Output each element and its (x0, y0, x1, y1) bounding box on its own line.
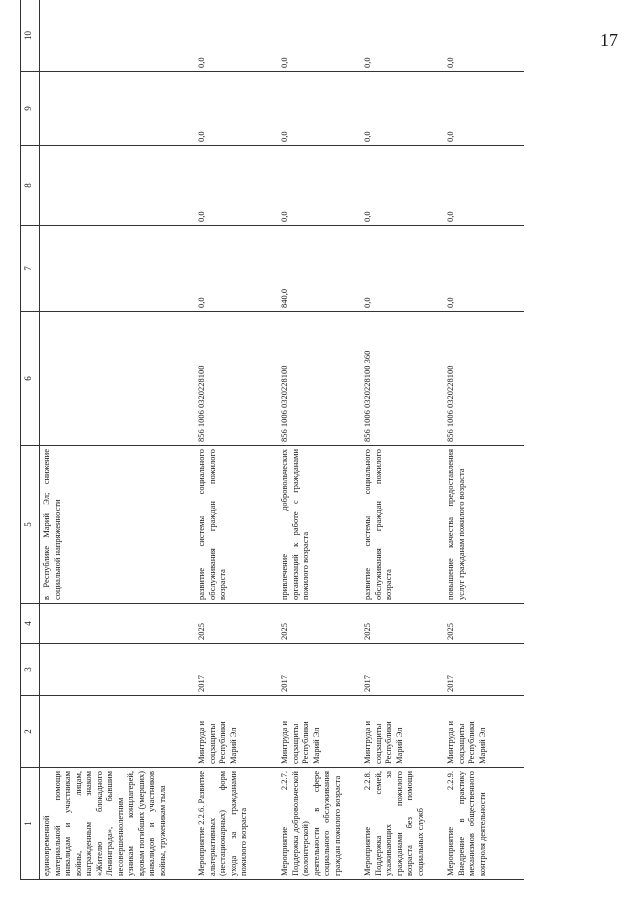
cell-budget-code: 856 1006 0320228100 (275, 312, 358, 446)
cell-value-7: 0,0 (192, 226, 275, 312)
cell-value-9: 0,0 (275, 72, 358, 146)
cell-value-10: 0,0 (358, 0, 441, 72)
header-col-10: 10 (21, 0, 40, 72)
cell-start-year: 2017 (275, 644, 358, 696)
cell-result: развитие системы социального обслуживания граждан пожилого возраста (358, 446, 441, 604)
cell-measure: Мероприятие 2.2.8. Поддержка семей, ухаживающих за гражданами пожилого возраста без помощи социальных служб (358, 768, 441, 880)
cell-value-10 (40, 0, 193, 72)
cell-end-year: 2025 (275, 604, 358, 644)
header-col-5: 5 (21, 446, 40, 604)
rotated-table-container (20, 0, 620, 880)
header-col-9: 9 (21, 72, 40, 146)
cell-executor (40, 696, 193, 768)
table-row (441, 0, 524, 880)
cell-result: привлечение добровольческих организаций к работе с гражданами пожилого возраста (275, 446, 358, 604)
table-row (192, 0, 275, 880)
cell-value-8: 0,0 (358, 146, 441, 226)
header-col-4: 4 (21, 604, 40, 644)
cell-result: в Республике Марий Эл; снижение социальной напряженности (40, 446, 193, 604)
cell-end-year: 2025 (358, 604, 441, 644)
cell-value-10: 0,0 (192, 0, 275, 72)
cell-executor: Минтруда и соцзащиты Республики Марий Эл (441, 696, 524, 768)
cell-budget-code: 856 1006 0320228100 (441, 312, 524, 446)
cell-measure: единовременной материальной помощи инвалидам и участникам войны, лицам, награжденным знаком «Жителю блокадного Ленинграда», бывшим несовершеннолетним узникам концлагерей, вдовам погибших (умерших) инвалидов и участников войны, труженикам тыла (40, 768, 193, 880)
cell-measure: Мероприятие 2.2.7. Поддержка добровольческой (волонтерской) деятельности в сфере социального обслуживания граждан пожилого возраста (275, 768, 358, 880)
cell-value-7: 0,0 (441, 226, 524, 312)
header-col-2: 2 (21, 696, 40, 768)
cell-start-year: 2017 (441, 644, 524, 696)
header-col-3: 3 (21, 644, 40, 696)
cell-value-8: 0,0 (275, 146, 358, 226)
cell-measure: Мероприятие 2.2.9. Внедрение в практику механизмов общественного контроля деятельности (441, 768, 524, 880)
cell-value-8: 0,0 (441, 146, 524, 226)
cell-budget-code: 856 1006 0320228100 (192, 312, 275, 446)
cell-measure: Мероприятие 2.2.6. Развитие альтернативных (нестационарных) форм ухода за гражданами пожилого возраста (192, 768, 275, 880)
program-table (20, 0, 524, 880)
cell-end-year: 2025 (192, 604, 275, 644)
cell-value-7: 0,0 (358, 226, 441, 312)
cell-budget-code: 856 1006 0320228100 360 (358, 312, 441, 446)
cell-start-year: 2017 (358, 644, 441, 696)
cell-result: развитие системы социального обслуживания граждан пожилого возраста (192, 446, 275, 604)
table-row (40, 0, 193, 880)
cell-value-9: 0,0 (441, 72, 524, 146)
cell-start-year (40, 644, 193, 696)
cell-value-7 (40, 226, 193, 312)
cell-result: повышение качества предоставления услуг гражданам пожилого возраста (441, 446, 524, 604)
cell-value-8 (40, 146, 193, 226)
cell-value-10: 0,0 (275, 0, 358, 72)
table-row (358, 0, 441, 880)
cell-executor: Минтруда и соцзащиты Республики Марий Эл (358, 696, 441, 768)
cell-value-7: 840,0 (275, 226, 358, 312)
header-col-1: 1 (21, 768, 40, 880)
cell-budget-code (40, 312, 193, 446)
cell-end-year (40, 604, 193, 644)
header-col-7: 7 (21, 226, 40, 312)
table-row (275, 0, 358, 880)
header-row (21, 0, 40, 880)
cell-end-year: 2025 (441, 604, 524, 644)
cell-start-year: 2017 (192, 644, 275, 696)
cell-executor: Минтруда и соцзащиты Республики Марий Эл (275, 696, 358, 768)
page-number: 17 (600, 30, 618, 50)
header-col-8: 8 (21, 146, 40, 226)
header-col-6: 6 (21, 312, 40, 446)
cell-value-8: 0,0 (192, 146, 275, 226)
cell-value-9 (40, 72, 193, 146)
cell-value-9: 0,0 (358, 72, 441, 146)
cell-value-9: 0,0 (192, 72, 275, 146)
cell-executor: Минтруда и соцзащиты Республики Марий Эл (192, 696, 275, 768)
cell-value-10: 0,0 (441, 0, 524, 72)
